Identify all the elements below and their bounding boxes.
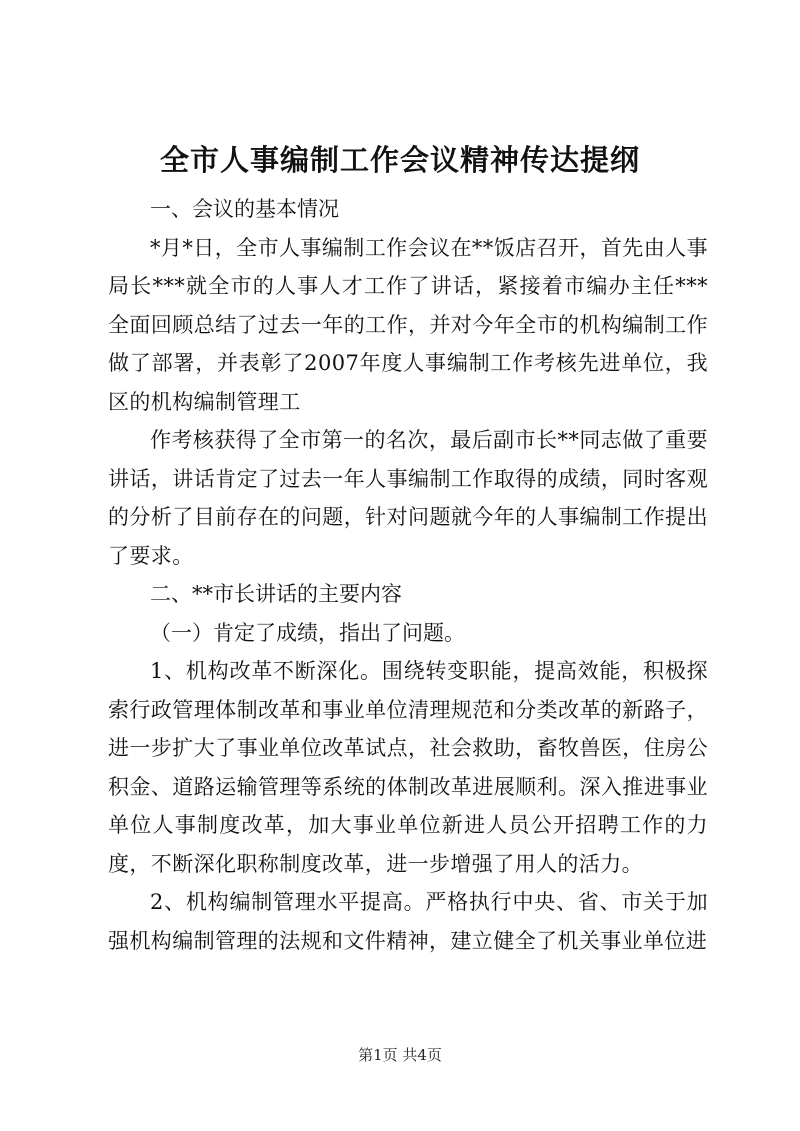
paragraph-meeting-overview: *月*日，全市人事编制工作会议在**饭店召开，首先由人事局长***就全市的人事人才工作了讲话，紧接着市编办主任***全面回顾总结了过去一年的工作，并对今年全市的机构编制工作做了部署，并表彰了2007年度人事编制工作考核先进单位，我区的机构编制管理工	[108, 235, 708, 414]
document-body	[108, 190, 708, 960]
paragraph-meeting-ranking: 作考核获得了全市第一的名次，最后副市长**同志做了重要讲话，讲话肯定了过去一年人事编制工作取得的成绩，同时客观的分析了目前存在的问题，针对问题就今年的人事编制工作提出了要求。	[108, 428, 708, 568]
section-heading-speech-content: 二、**市长讲话的主要内容	[150, 582, 402, 606]
section-heading-basic-info: 一、会议的基本情况	[150, 197, 339, 221]
paragraph-management-improvement: 2、机构编制管理水平提高。严格执行中央、省、市关于加强机构编制管理的法规和文件精神，建立健全了机关事业单位进	[108, 890, 708, 953]
page-number-footer: 第1页 共4页	[358, 1046, 442, 1064]
document-title: 全市人事编制工作会议精神传达提纲	[159, 143, 640, 177]
subsection-heading-achievements: （一）肯定了成绩，指出了问题。	[150, 620, 465, 645]
paragraph-reform-deepening: 1、机构改革不断深化。围绕转变职能，提高效能，积极探索行政管理体制改革和事业单位清理规范和分类改革的新路子，进一步扩大了事业单位改革试点，社会救助，畜牧兽医，住房公积金、道路运输管理等系统的体制改革进展顺利。深入推进事业单位人事制度改革，加大事业单位新进人员公开招聘工作的力度，不断深化职称制度改革，进一步增强了用人的活力。	[108, 659, 708, 876]
